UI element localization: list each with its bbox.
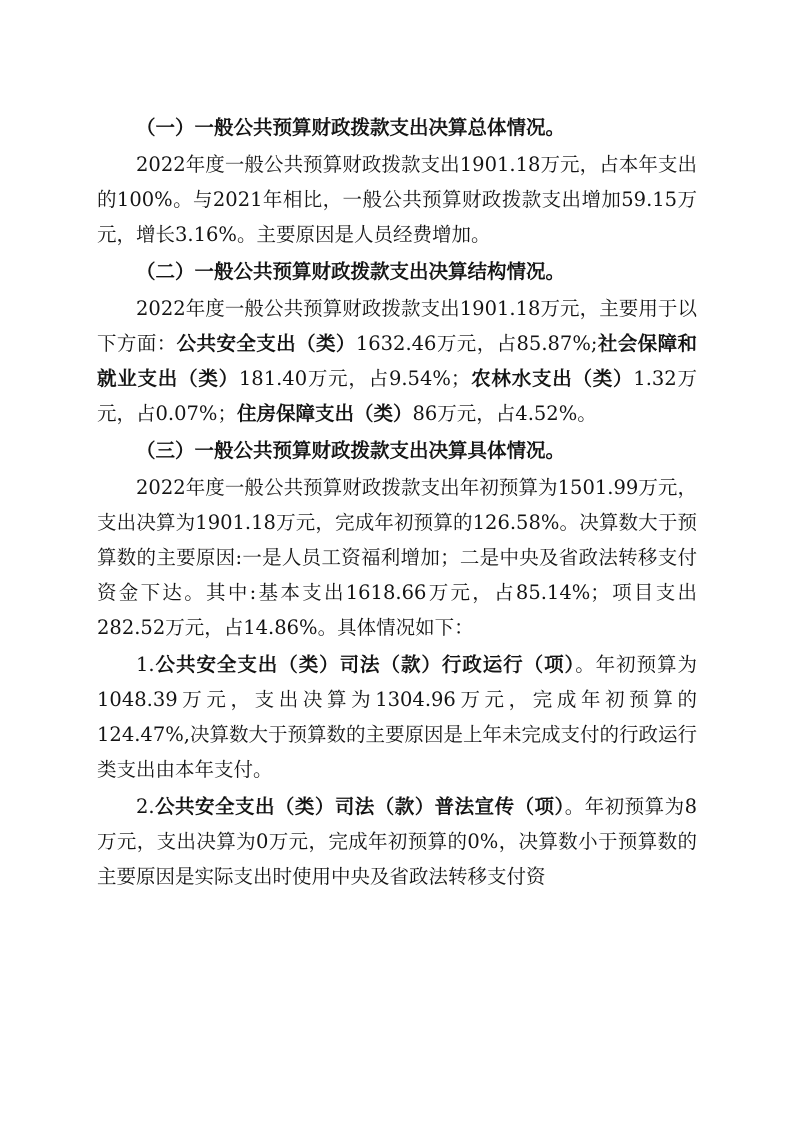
detail-item-2 bbox=[97, 789, 697, 894]
section-body-1: 2022年度一般公共预算财政拨款支出1901.18万元，占本年支出的100%。与2021年相比，一般公共预算财政拨款支出增加59.15万元，增长3.16%。主要原因是人员经费增加。 bbox=[97, 153, 697, 246]
category-social-security-amount: 181.40万元，占9.54%； bbox=[238, 367, 471, 390]
detail-item-1-number: 1. bbox=[136, 653, 155, 676]
section-body-3: 2022年度一般公共预算财政拨款支出年初预算为1501.99万元，支出决算为1901.18万元，完成年初预算的126.58%。决算数大于预算数的主要原因:一是人员工资福利增加；二是中央及省政法转移支付资金下达。其中:基本支出1618.66万元，占85.14%；项目支出282.52万元，占14.86%。具体情况如下： bbox=[97, 476, 697, 639]
category-social-security: 社会保障和就业支出（类） bbox=[97, 332, 697, 390]
detail-item-2-text: 。年初预算为8万元，支出决算为0万元，完成年初预算的0%，决算数小于预算数的主要原因是实际支出时使用中央及省政法转移支付资 bbox=[97, 795, 697, 888]
document-page bbox=[97, 110, 697, 894]
detail-item-1-label: 公共安全支出（类）司法（款）行政运行（项） bbox=[154, 653, 576, 676]
category-public-security-amount: 1632.46万元，占85.87%; bbox=[355, 332, 598, 355]
structure-intro: 2022年度一般公共预算财政拨款支出1901.18万元，主要用于以下方面： bbox=[97, 297, 697, 355]
category-housing-amount: 86万元，占4.52%。 bbox=[412, 402, 597, 425]
category-housing: 住房保障支出（类） bbox=[236, 402, 413, 425]
section-heading-2: （二）一般公共预算财政拨款支出决算结构情况。 bbox=[136, 260, 566, 283]
category-public-security: 公共安全支出（类） bbox=[176, 332, 356, 355]
section-heading-1: （一）一般公共预算财政拨款支出决算总体情况。 bbox=[136, 116, 566, 139]
category-agriculture-amount: 1.32万元，占0.07%； bbox=[97, 367, 697, 425]
detail-item-2-number: 2. bbox=[136, 795, 155, 818]
detail-item-1 bbox=[97, 647, 697, 787]
detail-item-1-text: 。年初预算为1048.39万元，支出决算为1304.96万元，完成年初预算的124.47%,决算数大于预算数的主要原因是上年未完成支付的行政运行类支出由本年支付。 bbox=[97, 653, 697, 781]
detail-item-2-label: 公共安全支出（类）司法（款）普法宣传（项） bbox=[154, 795, 565, 818]
section-body-2 bbox=[97, 291, 697, 431]
section-heading-3: （三）一般公共预算财政拨款支出决算具体情况。 bbox=[136, 439, 566, 462]
category-agriculture: 农林水支出（类） bbox=[470, 367, 634, 390]
